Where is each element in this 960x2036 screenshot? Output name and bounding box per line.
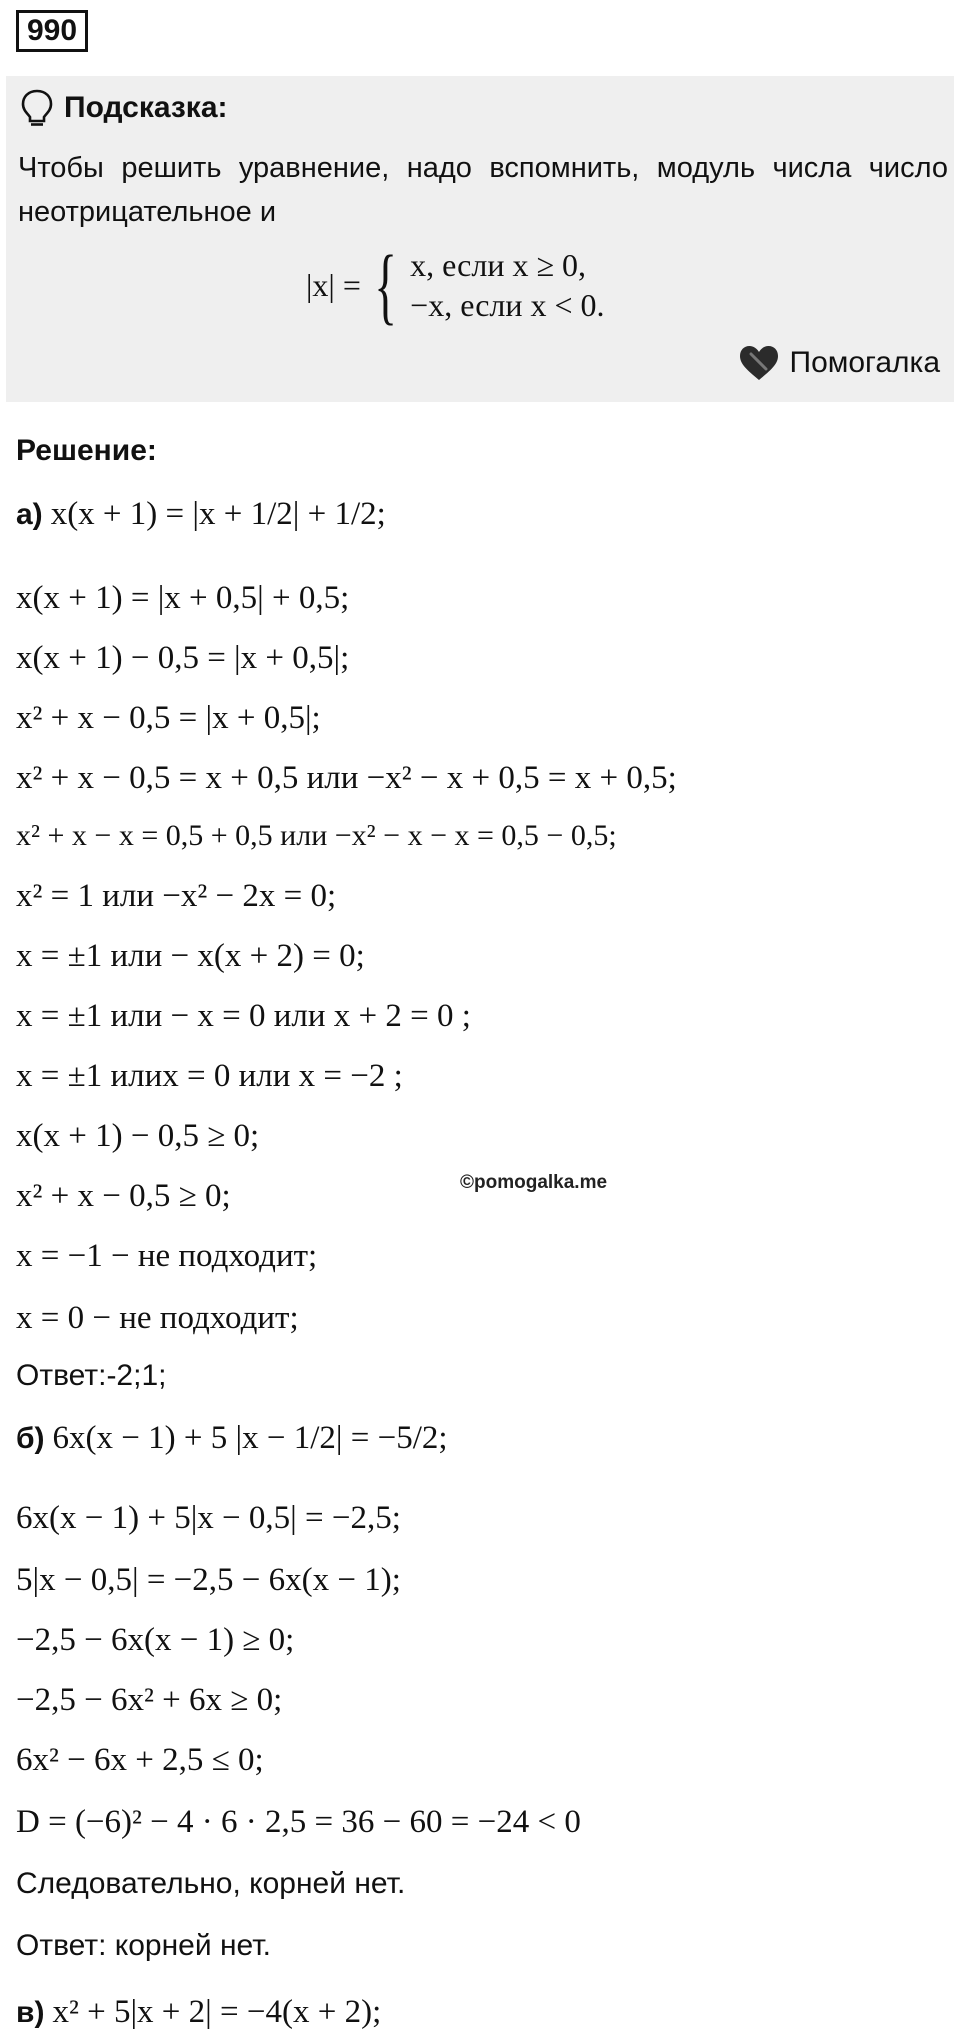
hint-text: Чтобы решить уравнение, надо вспомнить, модуль числа число неотрицательное и	[18, 152, 948, 228]
line-text: x = ±1 или − x(x + 2) = 0;	[16, 938, 365, 974]
line-text: x² + x − 0,5 = x + 0,5 или −x² − x + 0,5 = x + 0,5;	[16, 760, 677, 796]
line-text: x = 0 − не подходит;	[16, 1300, 299, 1336]
line-text: x(x + 1) − 0,5 ≥ 0;	[16, 1118, 260, 1154]
solution-line	[16, 1618, 294, 1662]
piecewise-formula	[306, 237, 605, 333]
part-label: в)	[16, 1996, 45, 2029]
line-text: Ответ: корней нет.	[16, 1929, 271, 1962]
line-text: D = (−6)² − 4 · 6 · 2,5 = 36 − 60 = −24 < 0	[16, 1804, 581, 1840]
line-text: 6x(x − 1) + 5 |x − 1/2| = −5/2;	[52, 1420, 448, 1456]
solution-line	[16, 1800, 581, 1844]
solution-line	[16, 1296, 299, 1340]
line-text: x² + x − x = 0,5 + 0,5 или −x² − x − x = 0,5 − 0,5;	[16, 819, 617, 852]
formula-case-1: x, если x ≥ 0,	[410, 247, 586, 283]
watermark: ©pomogalka.me	[460, 1172, 608, 1193]
solution-title: Решение:	[16, 434, 157, 467]
brand-name: Помогалка	[789, 346, 940, 379]
line-text: x = −1 − не подходит;	[16, 1238, 318, 1274]
line-text: x² = 1 или −x² − 2x = 0;	[16, 878, 337, 914]
solution-line	[16, 1924, 271, 1968]
solution-line	[16, 814, 617, 858]
solution-line	[16, 1990, 381, 2035]
solution-line	[16, 696, 321, 740]
solution-line	[16, 1738, 264, 1782]
part-label: а)	[16, 498, 43, 531]
line-text: x² + x − 0,5 = |x + 0,5|;	[16, 700, 321, 736]
solution-line	[16, 994, 471, 1038]
solution-line	[16, 576, 349, 620]
solution-line	[16, 492, 386, 537]
line-text: 6x² − 6x + 2,5 ≤ 0;	[16, 1742, 264, 1778]
formula-cases	[410, 245, 604, 325]
solution-line	[16, 874, 336, 918]
brand-link[interactable]	[738, 344, 941, 382]
solution-line	[16, 1558, 401, 1602]
problem-number: 990	[16, 10, 88, 52]
solution-line	[16, 1416, 448, 1461]
line-text: x(x + 1) = |x + 1/2| + 1/2;	[50, 496, 386, 532]
heart-icon	[738, 344, 780, 382]
brace: {	[374, 237, 397, 333]
line-text: −2,5 − 6x² + 6x ≥ 0;	[16, 1682, 283, 1718]
line-text: x² + 5|x + 2| = −4(x + 2);	[52, 1994, 382, 2030]
solution-line	[16, 1354, 166, 1398]
line-text: x² + x − 0,5 ≥ 0;	[16, 1178, 231, 1214]
hint-title: Подсказка:	[64, 91, 228, 124]
line-text: −2,5 − 6x(x − 1) ≥ 0;	[16, 1622, 295, 1658]
formula-lhs: |x| =	[306, 266, 361, 303]
hint-header	[20, 88, 228, 128]
line-text: Ответ:-2;1;	[16, 1359, 167, 1392]
solution-line	[16, 934, 365, 978]
solution-line	[16, 756, 677, 800]
solution-line	[16, 1054, 403, 1098]
solution-line	[16, 636, 349, 680]
line-text: 5|x − 0,5| = −2,5 − 6x(x − 1);	[16, 1562, 401, 1598]
line-text: 6x(x − 1) + 5|x − 0,5| = −2,5;	[16, 1500, 401, 1536]
line-text: x = ±1 илиx = 0 или x = −2 ;	[16, 1058, 403, 1094]
line-text: x = ±1 или − x = 0 или x + 2 = 0 ;	[16, 998, 471, 1034]
solution-line	[16, 1678, 282, 1722]
solution-line	[16, 1174, 231, 1218]
line-text: x(x + 1) = |x + 0,5| + 0,5;	[16, 580, 350, 616]
solution-line	[16, 1862, 405, 1906]
solution-line	[16, 1496, 401, 1540]
lightbulb-icon	[20, 88, 54, 128]
line-text: x(x + 1) − 0,5 = |x + 0,5|;	[16, 640, 350, 676]
line-text: Следовательно, корней нет.	[16, 1867, 406, 1900]
solution-line	[16, 1114, 259, 1158]
hint-box	[6, 76, 954, 402]
solution-line	[16, 1234, 317, 1278]
part-label: б)	[16, 1422, 45, 1455]
formula-case-2: −x, если x < 0.	[410, 287, 605, 323]
